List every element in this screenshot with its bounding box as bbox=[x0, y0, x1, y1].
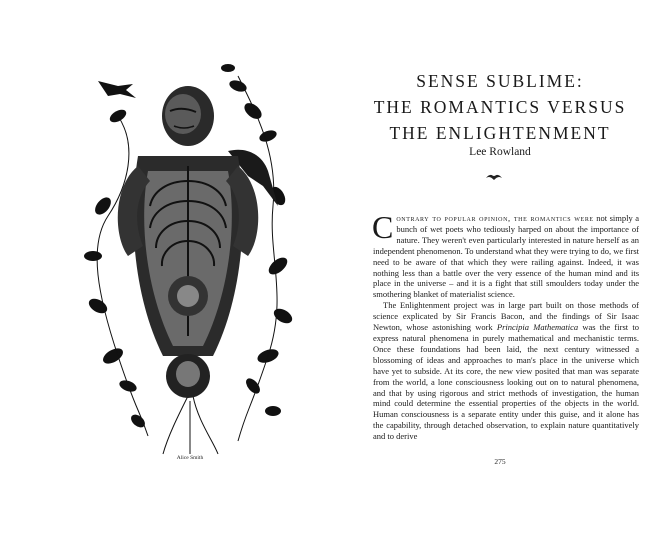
title-line: SENSE SUBLIME: bbox=[416, 71, 584, 91]
title-line: THE ROMANTICS VERSUS bbox=[373, 97, 627, 117]
chapter-title bbox=[335, 68, 665, 146]
paragraph-text: not simply a bunch of wet poets who tediously harped on about the importance of nature. They weren't even particularly interested in nature herself as an independent phenomenon. To understand what they were trying to do, we first need to be aware of that which they were railing against. Indeed, it was nothing less than a battle over the very essence of the human mind and its place in the universe – and it is a fight that still smoulders today under the smothering blanket of materialist science. bbox=[373, 213, 639, 300]
author-name: Lee Rowland bbox=[469, 146, 531, 158]
article-body bbox=[372, 209, 639, 442]
drop-cap: C bbox=[372, 209, 394, 245]
paragraph bbox=[373, 300, 639, 442]
paragraph bbox=[372, 209, 639, 300]
anatomical-engraving-illustration bbox=[78, 56, 298, 456]
italic-book-title: Principia Mathematica bbox=[496, 322, 579, 333]
illustration-credit: Alice Smith bbox=[176, 455, 204, 461]
page-number: 275 bbox=[494, 457, 506, 466]
right-page bbox=[335, 0, 670, 537]
paragraph-text: was the first to express natural phenomena in purely mathematical and mechanistic terms. Once these foundations had been laid, the next century witnessed a blossoming of ideas and approaches to man's place in the universe which have yet to subside. At its core, the new view posited that man was separate from the world, a lone consciousness looking out on to natural phenomena, and that by using rigorous and strict methods of investigation, the human mind could determine the essential properties of the objects in the world. Human consciousness is a separate entity under this guise, and it alone has the capability, through detached observation, to explain nature quantitatively and to derive bbox=[373, 322, 639, 442]
title-line: THE ENLIGHTENMENT bbox=[389, 123, 611, 143]
paragraph-text: The Enlightenment project was in large part built on those methods of science explicated by Sir Francis Bacon, and the findings of Sir Isaac Newton, whose astonishing work bbox=[373, 300, 639, 333]
small-caps-lead-in: ontrary to popular opinion, the romantics were bbox=[396, 213, 594, 223]
hummingbird-icon bbox=[98, 81, 136, 98]
floral-fleuron-icon bbox=[485, 172, 503, 182]
